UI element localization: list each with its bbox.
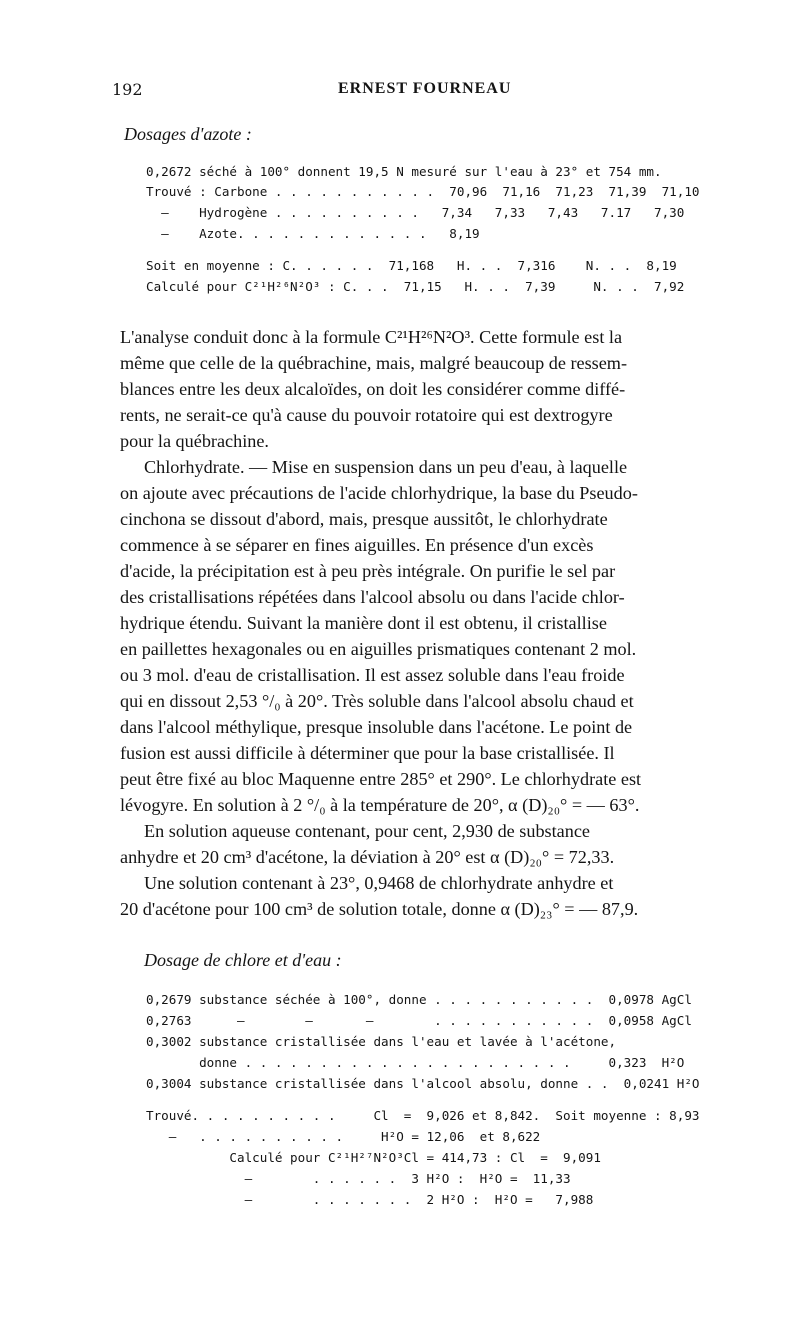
nitrogen-line: Calculé pour C²¹H²⁶N²O³ : C. . . 71,15 H. . . 7,39 N. . . 7,92: [146, 279, 685, 294]
chlorine-line: 0,3002 substance cristallisée dans l'eau et lavée à l'acétone,: [146, 1034, 617, 1049]
body-line: d'acide, la précipitation est à peu près intégrale. On purifie le sel par: [120, 561, 616, 581]
body-line: En solution aqueuse contenant, pour cent, 2,930 de substance: [144, 821, 590, 841]
body-line: qui en dissout 2,53 °/₀ à 20°. Très soluble dans l'alcool absolu chaud et: [120, 691, 634, 711]
body-line: fusion est aussi difficile à déterminer que pour la base cristallisée. Il: [120, 743, 615, 763]
body-line: commence à se séparer en fines aiguilles. En présence d'un excès: [120, 535, 594, 555]
nitrogen-line: Soit en moyenne : C. . . . . . 71,168 H. . . 7,316 N. . . 8,19: [146, 258, 677, 273]
section-title-nitrogen: Dosages d'azote :: [124, 124, 252, 144]
result-line: — . . . . . . . . . . H²O = 12,06 et 8,622: [146, 1129, 541, 1144]
section-title-chlorine-water: Dosage de chlore et d'eau :: [144, 950, 342, 970]
chlorine-line: 0,2763 — — — . . . . . . . . . . . 0,0958 AgCl: [146, 1013, 692, 1028]
nitrogen-line: 0,2672 séché à 100° donnent 19,5 N mesuré sur l'eau à 23° et 754 mm.: [146, 164, 662, 179]
nitrogen-line: — Azote. . . . . . . . . . . . . 8,19: [146, 226, 480, 241]
result-line: Calculé pour C²¹H²⁷N²O³Cl = 414,73 : Cl = 9,091: [146, 1150, 601, 1165]
body-line: 20 d'acétone pour 100 cm³ de solution totale, donne α (D)₂₃° = — 87,9.: [120, 899, 639, 919]
page-number: 192: [112, 80, 143, 99]
body-line: lévogyre. En solution à 2 °/₀ à la température de 20°, α (D)₂₀° = — 63°.: [120, 795, 640, 815]
body-line: pour la québrachine.: [120, 431, 269, 451]
body-line: L'analyse conduit donc à la formule C²¹H²⁶N²O³. Cette formule est la: [120, 327, 623, 347]
body-line: en paillettes hexagonales ou en aiguilles prismatiques contenant 2 mol.: [120, 639, 637, 659]
chlorine-line: 0,3004 substance cristallisée dans l'alcool absolu, donne . . 0,0241 H²O: [146, 1076, 700, 1091]
body-line: Une solution contenant à 23°, 0,9468 de chlorhydrate anhydre et: [144, 873, 614, 893]
body-line: hydrique étendu. Suivant la manière dont il est obtenu, il cristallise: [120, 613, 607, 633]
body-line: cinchona se dissout d'abord, mais, presque aussitôt, le chlorhydrate: [120, 509, 608, 529]
result-line: — . . . . . . . 2 H²O : H²O = 7,988: [146, 1192, 594, 1207]
body-line: peut être fixé au bloc Maquenne entre 285° et 290°. Le chlorhydrate est: [120, 769, 642, 789]
body-line: anhydre et 20 cm³ d'acétone, la déviation à 20° est α (D)₂₀° = 72,33.: [120, 847, 615, 867]
body-line: dans l'alcool méthylique, presque insoluble dans l'acétone. Le point de: [120, 717, 633, 737]
nitrogen-line: — Hydrogène . . . . . . . . . . 7,34 7,33 7,43 7.17 7,30: [146, 205, 685, 220]
body-line: rents, ne serait-ce qu'à cause du pouvoir rotatoire qui est dextrogyre: [120, 405, 613, 425]
chlorine-line: 0,2679 substance séchée à 100°, donne . . . . . . . . . . . 0,0978 AgCl: [146, 992, 692, 1007]
body-line: on ajoute avec précautions de l'acide chlorhydrique, la base du Pseudo-: [120, 483, 638, 503]
nitrogen-line: Trouvé : Carbone . . . . . . . . . . . 70,96 71,16 71,23 71,39 71,10: [146, 184, 700, 199]
running-title: ERNEST FOURNEAU: [338, 80, 512, 97]
chlorine-line: donne . . . . . . . . . . . . . . . . . . . . . . 0,323 H²O: [146, 1055, 685, 1070]
result-line: Trouvé. . . . . . . . . . Cl = 9,026 et 8,842. Soit moyenne : 8,93: [146, 1108, 700, 1123]
body-line: blances entre les deux alcaloïdes, on doit les considérer comme diffé-: [120, 379, 626, 399]
body-line: ou 3 mol. d'eau de cristallisation. Il est assez soluble dans l'eau froide: [120, 665, 625, 685]
body-line: Chlorhydrate. — Mise en suspension dans un peu d'eau, à laquelle: [144, 457, 628, 477]
body-line: même que celle de la québrachine, mais, malgré beaucoup de ressem-: [120, 353, 628, 373]
body-line: des cristallisations répétées dans l'alcool absolu ou dans l'acide chlor-: [120, 587, 625, 607]
result-line: — . . . . . . 3 H²O : H²O = 11,33: [146, 1171, 571, 1186]
